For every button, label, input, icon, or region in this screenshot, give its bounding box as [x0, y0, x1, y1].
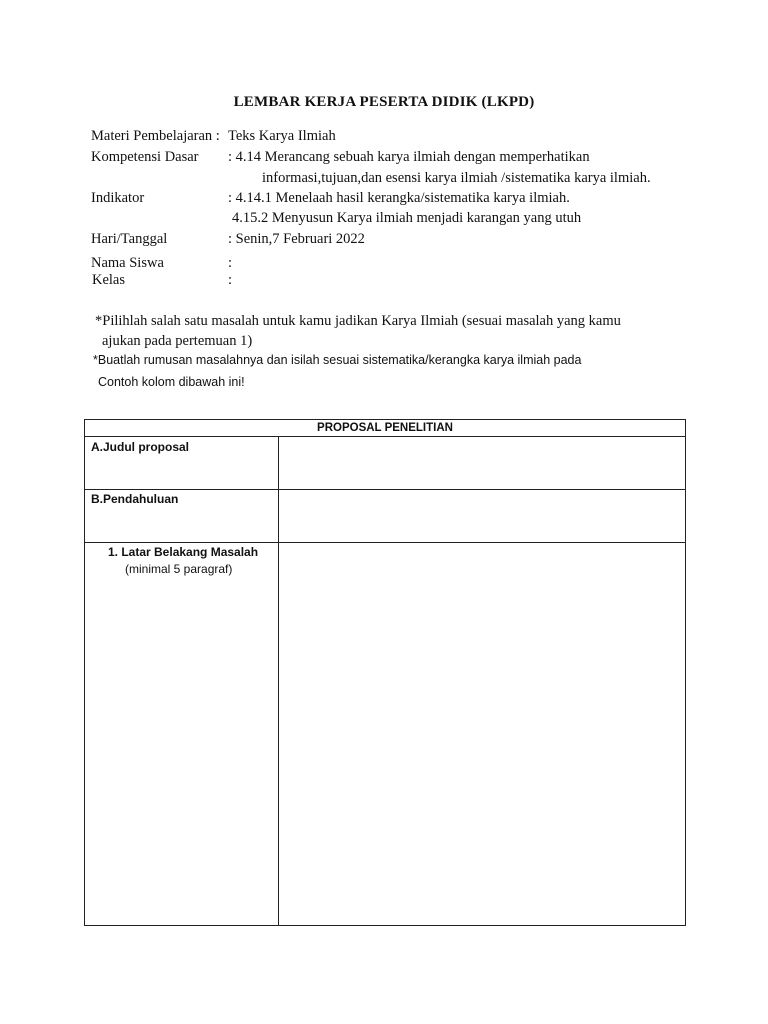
- judul-proposal-answer-cell[interactable]: [279, 437, 685, 489]
- kompetensi-dasar-label: Kompetensi Dasar: [91, 149, 199, 165]
- materi-value: Teks Karya Ilmiah: [228, 128, 336, 144]
- materi-label: Materi Pembelajaran :: [91, 128, 220, 144]
- instruction-2-line-1: *Buatlah rumusan masalahnya dan isilah sesuai sistematika/kerangka karya ilmiah pada: [93, 353, 582, 367]
- instruction-1-line-1: *Pilihlah salah satu masalah untuk kamu jadikan Karya Ilmiah (sesuai masalah yang kamu: [95, 313, 621, 329]
- instruction-1: [95, 311, 621, 351]
- instruction-1-line-2: ajukan pada pertemuan 1): [102, 333, 253, 349]
- page-title: LEMBAR KERJA PESERTA DIDIK (LKPD): [233, 94, 535, 110]
- kompetensi-dasar-line-1: : 4.14 Merancang sebuah karya ilmiah dengan memperhatikan: [228, 149, 590, 165]
- proposal-table: [84, 419, 686, 926]
- indikator-line-2: 4.15.2 Menyusun Karya ilmiah menjadi karangan yang utuh: [232, 210, 582, 226]
- latar-belakang-answer-cell[interactable]: [279, 543, 685, 925]
- instruction-2-line-2: Contoh kolom dibawah ini!: [98, 375, 245, 389]
- pendahuluan-label: B.Pendahuluan: [91, 492, 179, 506]
- nama-siswa-value: :: [228, 255, 233, 271]
- kompetensi-dasar-line-2: informasi,tujuan,dan esensi karya ilmiah /sistematika karya ilmiah.: [262, 170, 651, 186]
- kelas-label: Kelas: [92, 272, 126, 288]
- tanggal-label: Hari/Tanggal: [91, 231, 168, 247]
- kelas-value: :: [228, 272, 233, 288]
- proposal-heading: PROPOSAL PENELITIAN: [85, 420, 685, 437]
- instruction-2: [93, 349, 581, 393]
- pendahuluan-answer-cell[interactable]: [279, 490, 685, 542]
- latar-belakang-note: (minimal 5 paragraf): [125, 562, 233, 576]
- indikator-line-1: : 4.14.1 Menelaah hasil kerangka/sistematika karya ilmiah.: [228, 190, 570, 206]
- nama-siswa-label: Nama Siswa: [91, 255, 164, 271]
- indikator-label: Indikator: [91, 190, 145, 206]
- judul-proposal-label: A.Judul proposal: [91, 440, 190, 454]
- tanggal-value: : Senin,7 Februari 2022: [228, 231, 365, 247]
- latar-belakang-label: 1. Latar Belakang Masalah: [108, 545, 259, 559]
